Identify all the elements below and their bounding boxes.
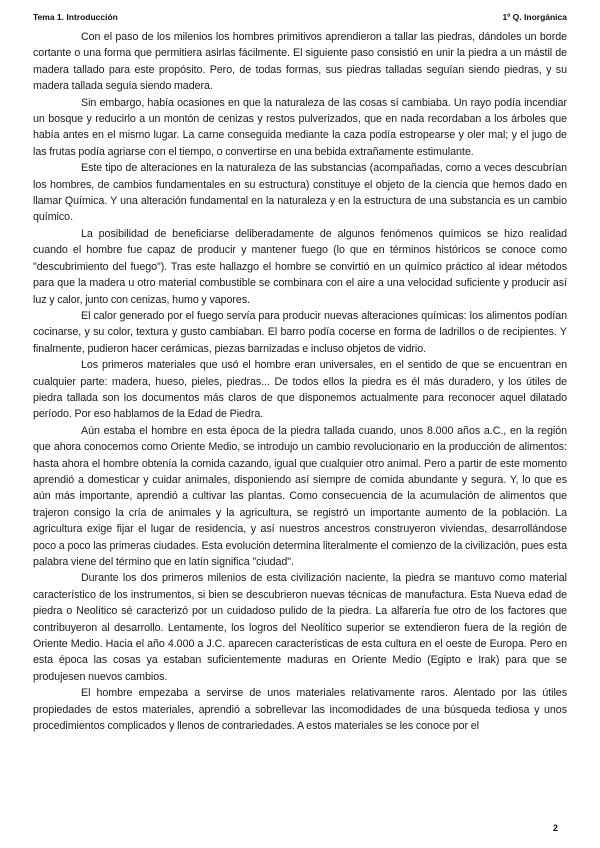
header-course-label: 1º Q. Inorgánica (502, 12, 567, 22)
paragraph: Durante los dos primeros milenios de esta civilización naciente, la piedra se mantuvo como material característico de los instrumentos, si bien se descubrieron nuevas técnicas de manufactura. Esta Nueva edad de piedra o Neolítico sé caracterizó por un cuidadoso pulido de la piedra. La alfarería fue otro de los factores que contribuyeron al desarrollo. Lentamente, los logros del Neolítico superior se extendieron fuera de la región de Oriente Medio. Hacia el año 4.000 a J.C. aparecen características de esta cultura en el oeste de Europa. Pero en esta época las cosas ya estaban suficientemente maduras en Oriente Medio (Egipto e Irak) para que se produjesen nuevos cambios. (33, 572, 567, 683)
header-chapter-title: Tema 1. Introducción (33, 12, 118, 22)
body-text (33, 29, 567, 734)
paragraph: La posibilidad de beneficiarse deliberadamente de algunos fenómenos químicos se hizo realidad cuando el hombre fue capaz de producir y mantener fuego (lo que en términos históricos se conoce como "descubrimiento del fuego"). Tras este hallazgo el hombre se convirtió en un químico práctico al idear métodos para que la madera u otro material combustible se combinara con el aire a una velocidad suficiente y producir así luz y calor, junto con cenizas, humo y vapores. (33, 227, 567, 306)
paragraph: Este tipo de alteraciones en la naturaleza de las substancias (acompañadas, como a veces descubrían los hombres, de cambios fundamentales en su estructura) constituye el objeto de la ciencia que hemos dado en llamar Química. Y una alteración fundamental en la naturaleza y en la estructura de una substancia es un cambio químico. (33, 162, 567, 224)
paragraph: Sin embargo, había ocasiones en que la naturaleza de las cosas sí cambiaba. Un rayo podía incendiar un bosque y reducirlo a un montón de cenizas y restos pulverizados, que en nada recordaban a los árboles que había antes en el mismo lugar. La carne conseguida mediante la caza podía estropearse y oler mal; y el jugo de las frutas podía agriarse con el tiempo, o convertirse en una bebida extrañamente estimulante. (33, 96, 567, 158)
paragraph: Los primeros materiales que usó el hombre eran universales, en el sentido de que se encuentran en cualquier parte: madera, hueso, pieles, piedras... De todos ellos la piedra es él más duradero, y los útiles de piedra tallada son los documentos más claros de que disponemos actualmente para reconocer aquel dilatado período. Por eso hablamos de la Edad de Piedra. (33, 359, 567, 421)
paragraph: Aún estaba el hombre en esta época de la piedra tallada cuando, unos 8.000 años a.C., en la región que ahora conocemos como Oriente Medio, se introdujo un cambio revolucionario en la producción de alimentos: hasta ahora el hombre obtenía la comida cazando, igual que cualquier otro animal. Pero a partir de este momento aprendió a domesticar y cuidar animales, disponiendo así siempre de comida abundante y segura. Y, lo que es aún más importante, aprendió a cultivar las plantas. Como consecuencia de la acumulación de alimentos que trajeron consigo la cría de animales y la agricultura, se registró un importante aumento de la población. La agricultura exige fijar el lugar de residencia, y así nuestros ancestros construyeron viviendas, desarrollándose poco a poco las primeras ciudades. Esta evolución determina literalmente el comienzo de la civilización, pues esta palabra viene del término que en latín significa "ciudad". (33, 424, 567, 568)
page-header (33, 10, 567, 24)
paragraph: El hombre empezaba a servirse de unos materiales relativamente raros. Alentado por las útiles propiedades de estos materiales, aprendió a sobrellevar las incomodidades de una búsqueda tediosa y unos procedimientos complicados y llenos de contrariedades. A estos materiales se les conoce por el (33, 687, 567, 733)
page-number: 2 (552, 823, 558, 833)
paragraph: Con el paso de los milenios los hombres primitivos aprendieron a tallar las piedras, dándoles un borde cortante o una forma que permitiera asirlas fácilmente. El siguiente paso consistió en unir la piedra a un mástil de madera tallado para este propósito. Pero, de todas formas, sus piedras talladas seguían siendo piedras, y su madera tallada seguía siendo madera. (33, 31, 567, 93)
paragraph: El calor generado por el fuego servía para producir nuevas alteraciones químicas: los alimentos podían cocinarse, y su color, textura y gusto cambiaban. El barro podía cocerse en forma de ladrillos o de recipientes. Y finalmente, pudieron hacer cerámicas, piezas barnizadas e incluso objetos de vidrio. (33, 309, 567, 355)
